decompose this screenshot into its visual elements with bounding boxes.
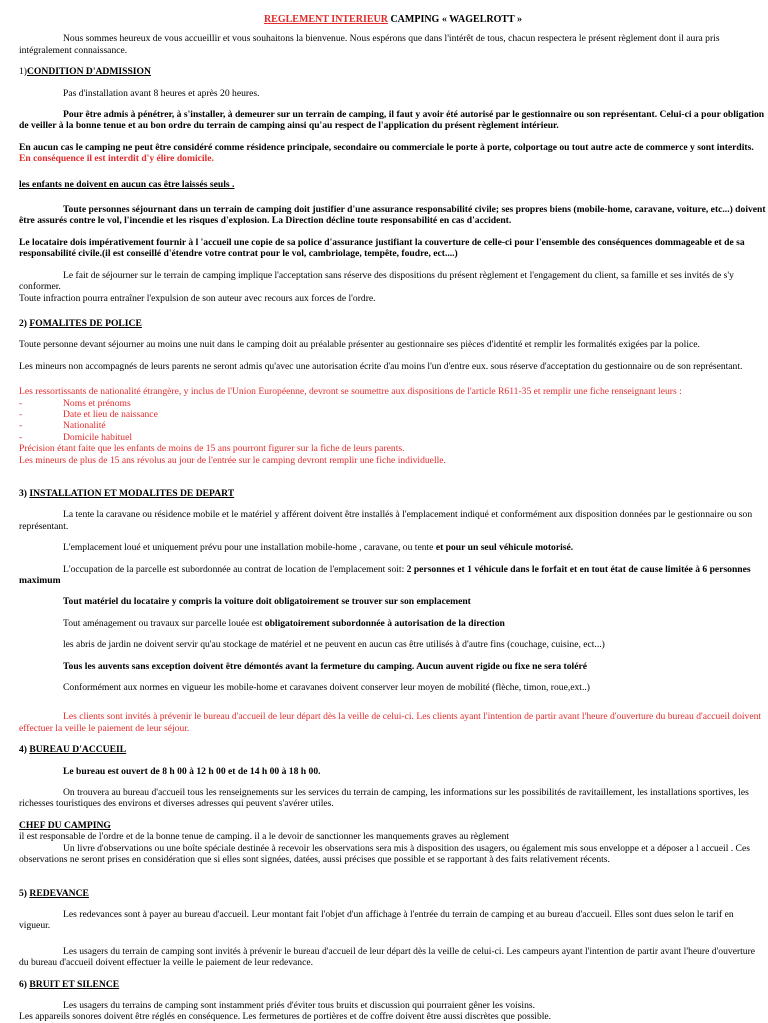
s6-noise: Les usagers du terrains de camping sont instamment priés d'éviter tous bruits et discussion qui pourraient gêner les voisins. xyxy=(63,999,535,1011)
s3-awnings: Tous les auvents sans exception doivent être démontés avant la fermeture du camping. Aucun auvent rigide ou fixe ne sera toléré xyxy=(63,660,587,672)
s1-policy: Le locataire dois impérativement fournir à l 'accueil une copie de sa police d'assurance justifiant la couverture de celle-ci pour l'ensemble des conséquences dommageable et de sa responsabilité civile.(il est conseillé d'étendre votre contrat pour le vol, cambriolage, tempête, foudre, ect....) xyxy=(19,236,745,260)
s5-fees: Les redevances sont à payer au bureau d'accueil. Leur montant fait l'objet d'un affichage à l'entrée du terrain de camping et au bureau d'accueil. Elles sont dues selon le tarif en vigueur. xyxy=(19,908,734,932)
s3-install: La tente la caravane ou résidence mobile et le matériel y afférent doivent être installés à l'emplacement indiqué et conformément aux disposition données par le gestionnaire ou son représentant. xyxy=(19,509,753,532)
list-item: - Noms et prénoms xyxy=(19,397,131,409)
s3-works: Tout aménagement ou travaux sur parcelle louée est obligatoirement subordonnée à autorisation de la direction xyxy=(63,617,505,629)
chef-observations: Un livre d'observations ou une boîte spéciale destinée à recevoir les observations sera mis à disposition des usagers, ou également mis sous enveloppe et a déposer a l accueil . Ces observations ne seront prises en considération que si elles sont signées, datées, aussi précises que possible et se rapportant à des faits relativement récents. xyxy=(19,842,750,866)
chef-heading: CHEF DU CAMPING xyxy=(19,819,111,831)
s3-departure: Les clients sont invités à prévenir le bureau d'accueil de leur départ dès la veille de celui-ci. Les clients ayant l'intention de partir avant l'heure d'ouverture du bureau d'accueil doivent effectuer la veille le paiement de leur séjour. xyxy=(19,711,762,734)
s6-devices: Les appareils sonores doivent être réglés en conséquence. Les fermetures de portières et de coffre doivent être aussi discrètes que possible. xyxy=(19,1011,552,1023)
s2-identity: Toute personne devant séjourner au moins une nuit dans le camping doit au préalable présenter au gestionnaire ses pièces d'identité et remplir les formalités exigées par la police. xyxy=(19,339,700,351)
section-5-heading: 5) REDEVANCE xyxy=(19,887,89,899)
intro-paragraph: Nous sommes heureux de vous accueillir et vous souhaitons la bienvenue. Nous espérons que dans l'intérêt de tous, chacun respectera le présent règlement dont il aura pris intégralement connaissance. xyxy=(19,33,720,56)
s3-mobility: Conformément aux normes en vigueur les mobile-home et caravanes doivent conserver leur moyen de mobilité (flèche, timon, roue,ext..) xyxy=(63,682,590,694)
title-black-part: CAMPING « WAGELROTT » xyxy=(387,14,523,25)
s1-infraction: Toute infraction pourra entraîner l'expulsion de son auteur avec recours aux forces de l'ordre. xyxy=(19,292,376,304)
section-3-heading: 3) INSTALLATION ET MODALITES DE DEPART xyxy=(19,487,235,499)
section-2-heading: 2) FOMALITES DE POLICE xyxy=(19,317,142,329)
s1-acceptance: Le fait de séjourner sur le terrain de camping implique l'acceptation sans réserve des dispositions du présent règlement et l'engagement du client, sa famille et ses invités de s'y conformer. xyxy=(19,269,734,293)
s4-hours: Le bureau est ouvert de 8 h 00 à 12 h 00 et de 14 h 00 à 18 h 00. xyxy=(63,765,321,777)
document-title xyxy=(19,14,767,25)
s3-location: L'emplacement loué et uniquement prévu pour une installation mobile-home , caravane, ou tente et pour un seul véhicule motorisé. xyxy=(63,542,574,554)
s1-hours: Pas d'installation avant 8 heures et après 20 heures. xyxy=(63,87,260,99)
s3-occupation: L'occupation de la parcelle est subordonnée au contrat de location de l'emplacement soit: 2 personnes et 1 véhicule dans le forfait et en tout état de cause limitée à 6 personnes maximum xyxy=(19,563,751,586)
title-red-part: REGLEMENT INTERIEUR xyxy=(263,14,388,25)
s5-departure: Les usagers du terrain de camping sont invités à prévenir le bureau d'accueil de leur départ dès la veille de celui-ci. Les campeurs ayant l'intention de partir avant l'heure d'ouverture du bureau d'accueil doivent effectuer la veille le paiement de leur redevance. xyxy=(19,945,756,969)
chef-role: il est responsable de l'ordre et de la bonne tenue de camping. il a le devoir de sanctionner les manquements graves au règlement xyxy=(19,831,510,843)
section-4-heading: 4) BUREAU D'ACCUEIL xyxy=(19,744,127,756)
s1-residence: En aucun cas le camping ne peut être considéré comme résidence principale, secondaire ou commerciale le porte à porte, colportage ou tout autre acte de commerce y sont interdits. xyxy=(19,141,754,153)
s3-sheds: les abris de jardin ne doivent servir qu'au stockage de matériel et ne peuvent en aucun cas être utilisés à d'autre fins (couchage, cuisine, ect...) xyxy=(63,639,605,651)
s2-over-15: Les mineurs de plus de 15 ans révolus au jour de l'entrée sur le camping devront remplir une fiche individuelle. xyxy=(19,454,446,466)
list-item: - Date et lieu de naissance xyxy=(19,408,158,420)
s2-fields-list xyxy=(19,398,767,444)
s2-minors: Les mineurs non accompagnés de leurs parents ne seront admis qu'avec une autorisation écrite d'au moins l'un d'entre eux. sous réserve d'acceptation du gestionnaire ou de son représentant. xyxy=(19,360,743,372)
s3-material: Tout matériel du locataire y compris la voiture doit obligatoirement se trouver sur son emplacement xyxy=(63,596,471,608)
section-1-heading: 1)CONDITION D'ADMISSION xyxy=(19,66,151,78)
s1-domicile: En conséquence il est interdit d'y élire domicile. xyxy=(19,153,214,165)
s1-children: les enfants ne doivent en aucun cas être laissés seuls . xyxy=(19,178,235,190)
s1-admission: Pour être admis à pénétrer, à s'installer, à demeurer sur un terrain de camping, il faut y avoir été autorisé par le gestionnaire ou son représentant. Celui-ci a pour obligation de veiller à la bonne tenue et au bon ordre du terrain de camping ainsi qu'au respect de l'application du présent règlement intérieur. xyxy=(19,109,765,132)
list-item: - Nationalité xyxy=(19,420,106,432)
s2-under-15: Précision étant faite que les enfants de moins de 15 ans pourront figurer sur la fiche de leurs parents. xyxy=(19,443,405,455)
section-6-heading: 6) BRUIT ET SILENCE xyxy=(19,978,120,990)
s4-info: On trouvera au bureau d'accueil tous les renseignements sur les services du terrain de camping, les informations sur les possibilités de ravitaillement, les installations sportives, les richesses touristiques des environs et diverses adresses qui peuvent s'avérer utiles. xyxy=(19,787,749,810)
s1-insurance: Toute personnes séjournant dans un terrain de camping doit justifier d'une assurance responsabilité civile; ses propres biens (mobile-home, caravane, voiture, etc...) doivent être assurés contre le vol, l'incendie et les risques d'explosion. La Direction décline toute responsabilité en cas d'accident. xyxy=(19,204,766,227)
list-item: - Domicile habituel xyxy=(19,431,133,443)
s2-foreigners: Les ressortissants de nationalité étrangère, y inclus de l'Union Européenne, devront se soumettre aux dispositions de l'article R611-35 et remplir une fiche renseignant leurs : xyxy=(19,386,682,398)
